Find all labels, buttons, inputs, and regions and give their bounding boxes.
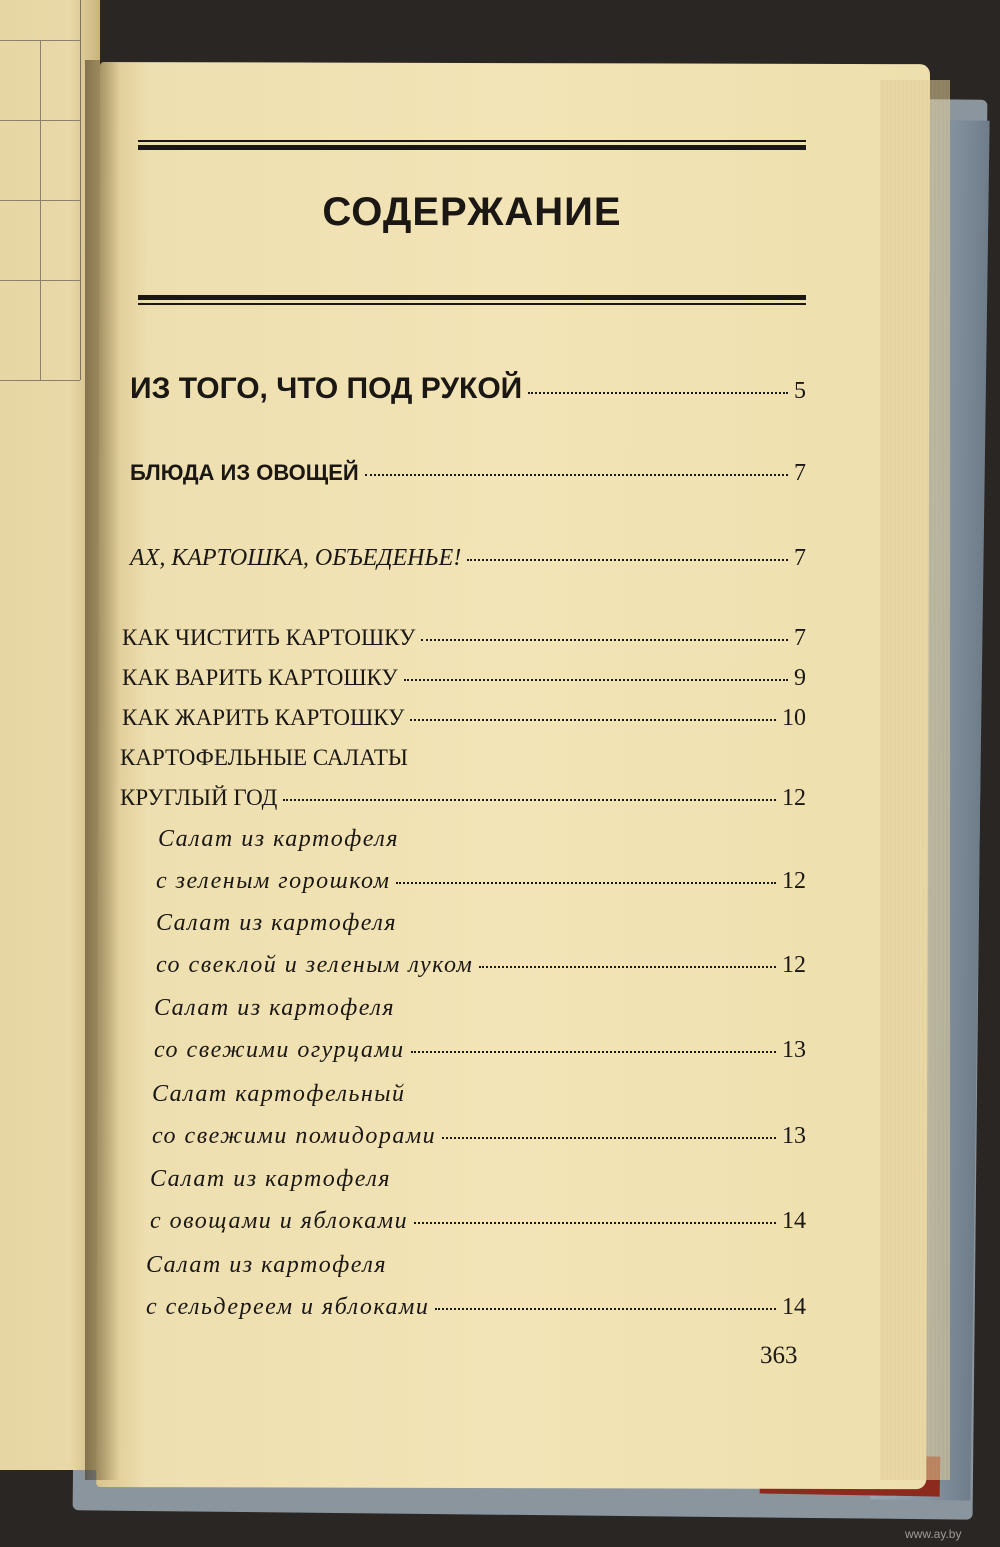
toc-section-label: КАК ВАРИТЬ КАРТОШКУ <box>122 665 398 690</box>
toc-entry-part[interactable] <box>130 372 806 406</box>
toc-section-page: 7 <box>794 625 806 651</box>
toc-recipe-page: 13 <box>782 1037 806 1063</box>
toc-section-label: КАК ЖАРИТЬ КАРТОШКУ <box>122 705 405 730</box>
dot-leader <box>404 679 788 681</box>
toc-subchapter-label: АХ, КАРТОШКА, ОБЪЕДЕНЬЕ! <box>130 545 462 571</box>
toc-recipe-line1[interactable]: Салат из картофеля <box>158 826 399 852</box>
toc-salads-line2: КРУГЛЫЙ ГОД <box>120 785 278 810</box>
toc-entry-recipe[interactable] <box>146 1294 806 1321</box>
page-title: СОДЕРЖАНИЕ <box>322 190 622 234</box>
dot-leader <box>528 392 788 394</box>
toc-entry-salads[interactable] <box>120 785 806 812</box>
toc-recipe-page: 14 <box>782 1294 806 1320</box>
dot-leader <box>435 1308 776 1310</box>
toc-recipe-line2: с сельдереем и яблоками <box>146 1294 430 1320</box>
dot-leader <box>410 719 776 721</box>
toc-part-label: ИЗ ТОГО, ЧТО ПОД РУКОЙ <box>130 372 523 405</box>
toc-recipe-line2: со свежими огурцами <box>154 1037 405 1063</box>
toc-entry-chapter[interactable] <box>130 460 806 487</box>
toc-recipe-line2: со свеклой и зеленым луком <box>156 952 474 978</box>
toc-recipe-line1[interactable]: Салат из картофеля <box>150 1166 391 1192</box>
toc-subchapter-page: 7 <box>794 545 806 571</box>
dot-leader <box>414 1222 776 1224</box>
toc-entry-recipe[interactable] <box>150 1208 806 1235</box>
toc-entry-section[interactable] <box>122 705 806 732</box>
dot-leader <box>442 1137 776 1139</box>
toc-section-page: 9 <box>794 665 806 691</box>
toc-entry-recipe[interactable] <box>156 868 806 895</box>
dot-leader <box>479 966 776 968</box>
toc-recipe-line1[interactable]: Салат из картофеля <box>146 1252 387 1278</box>
dot-leader <box>365 474 788 476</box>
toc-salads-page: 12 <box>782 785 806 811</box>
toc-recipe-page: 12 <box>782 952 806 978</box>
dot-leader <box>421 639 788 641</box>
toc-recipe-page: 12 <box>782 868 806 894</box>
top-rule <box>138 140 806 150</box>
toc-recipe-line2: с зеленым горошком <box>156 868 391 894</box>
page-number: 363 <box>760 1342 798 1369</box>
watermark: www.ay.by <box>905 1527 962 1541</box>
toc-entry-section[interactable] <box>122 665 806 692</box>
toc-recipe-line2: со свежими помидорами <box>152 1123 437 1149</box>
toc-recipe-line1[interactable]: Салат картофельный <box>152 1081 406 1107</box>
dot-leader <box>283 799 776 801</box>
toc-entry-recipe[interactable] <box>152 1123 806 1150</box>
dot-leader <box>467 559 788 561</box>
toc-chapter-label: БЛЮДА ИЗ ОВОЩЕЙ <box>130 460 359 485</box>
toc-recipe-line1[interactable]: Салат из картофеля <box>156 910 397 936</box>
dot-leader <box>396 882 776 884</box>
bottom-rule <box>138 292 806 305</box>
toc-salads-line1[interactable]: КАРТОФЕЛЬНЫЕ САЛАТЫ <box>120 745 408 770</box>
toc-entry-subchapter[interactable] <box>130 545 806 572</box>
toc-part-page: 5 <box>794 378 806 404</box>
toc-entry-section[interactable] <box>122 625 806 652</box>
toc-recipe-page: 13 <box>782 1123 806 1149</box>
dot-leader <box>411 1051 776 1053</box>
toc-entry-recipe[interactable] <box>156 952 806 979</box>
toc-recipe-line2: с овощами и яблоками <box>150 1208 409 1234</box>
toc-section-page: 10 <box>782 705 806 731</box>
toc-chapter-page: 7 <box>794 460 806 486</box>
toc-recipe-line1[interactable]: Салат из картофеля <box>154 995 395 1021</box>
toc-recipe-page: 14 <box>782 1208 806 1234</box>
toc-entry-recipe[interactable] <box>154 1037 806 1064</box>
toc-section-label: КАК ЧИСТИТЬ КАРТОШКУ <box>122 625 416 650</box>
